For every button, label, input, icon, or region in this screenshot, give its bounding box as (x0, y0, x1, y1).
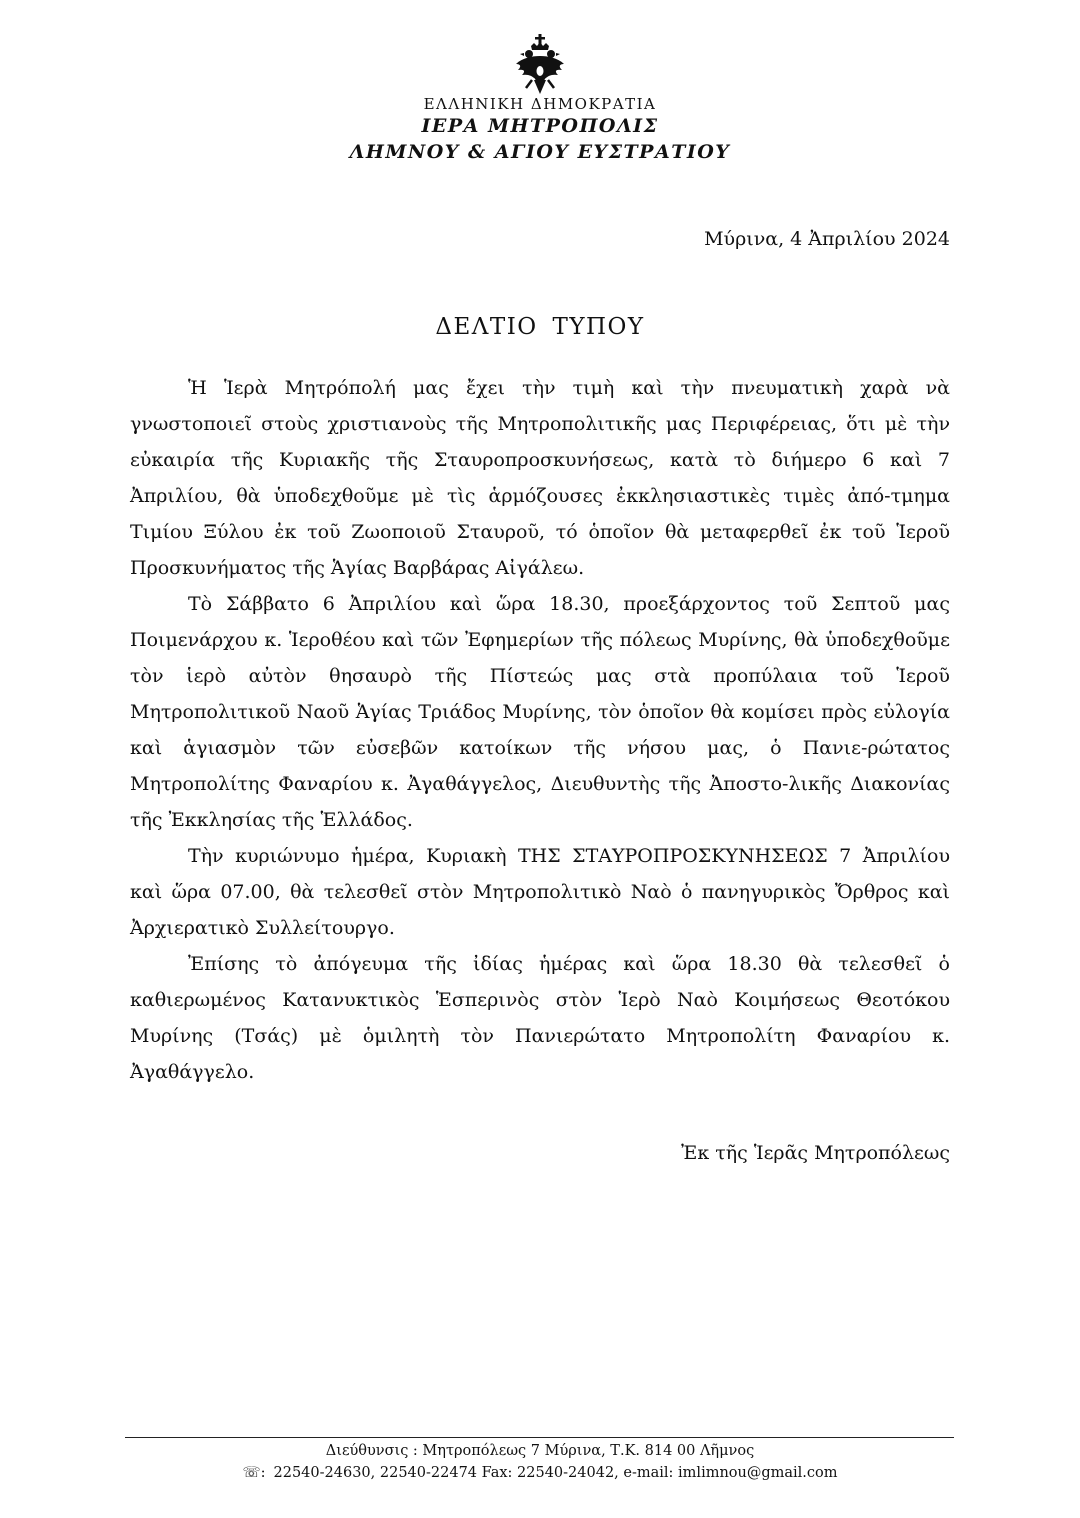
telephone-icon: ☏: (242, 1465, 266, 1481)
document-title: ΔΕΛΤΙΟ ΤΥΠΟΥ (435, 314, 645, 340)
paragraph: Ἐπίσης τὸ ἀπόγευμα τῆς ἰδίας ἡμέρας καὶ ὥρα 18.30 θὰ τελεσθεῖ ὁ καθιερωμένος Κατανυκτικὸς Ἑσπερινὸς στὸν Ἱερὸ Ναὸ Κοιμήσεως Θεοτόκου Μυρίνης (Τσάς) μὲ ὁμιλητὴ τὸν Πανιερώτατο Μητροπολίτη Φαναρίου κ. Ἀγαθάγγελο. (130, 953, 950, 1083)
double-headed-eagle-icon (512, 34, 568, 98)
paragraph: Ἡ Ἱερὰ Μητρόπολή μας ἔχει τὴν τιμὴ καὶ τὴν πνευματικὴ χαρὰ νὰ γνωστοποιεῖ στοὺς χριστιανοὺς τῆς Μητροπολιτικῆς μας Περιφέρειας, ὅτι μὲ τὴν εὐκαιρία τῆς Κυριακῆς τῆς Σταυροπροσκυνήσεως, κατὰ τὸ διήμερο 6 καὶ 7 Ἀπριλίου, θὰ ὑποδεχθοῦμε μὲ τὶς ἁρμόζουσες ἐκκλησιαστικὲς τιμὲς ἀπό-τμημα Τιμίου Ξύλου ἐκ τοῦ Ζωοποιοῦ Σταυροῦ, τό ὁποῖον θὰ μεταφερθεῖ ἐκ τοῦ Ἱεροῦ Προσκυνήματος τῆς Ἁγίας Βαρβάρας Αἰγάλεω. (130, 377, 950, 579)
document-body (130, 370, 950, 1090)
letterhead-republic: ΕΛΛΗΝΙΚΗ ΔΗΜΟΚΡΑΤΙΑ (423, 95, 657, 113)
footer-contacts: 22540-24630, 22540-22474 Fax: 22540-24042, e-mail: imlimnou@gmail.com (273, 1465, 838, 1481)
paragraph: Τὴν κυριώνυμο ἡμέρα, Κυριακὴ ΤΗΣ ΣΤΑΥΡΟΠΡΟΣΚΥΝΗΣΕΩΣ 7 Ἀπριλίου καὶ ὥρα 07.00, θὰ τελεσθεῖ στὸν Μητροπολιτικὸ Ναὸ ὁ πανηγυρικὸς Ὄρθρος καὶ Ἀρχιερατικὸ Συλλείτουργο. (130, 845, 950, 939)
footer-address: Διεύθυνσις : Μητροπόλεως 7 Μύρινα, Τ.Κ. 814 00 Λῆμνος (325, 1443, 755, 1459)
document-date: Μύρινα, 4 Ἀπριλίου 2024 (704, 228, 950, 250)
footer-contacts-line (0, 1465, 1080, 1481)
footer-divider (125, 1437, 954, 1438)
letterhead-diocese: ΛΗΜΝΟΥ & ΑΓΙΟΥ ΕΥΣΤΡΑΤΙΟΥ (349, 141, 731, 163)
paragraph: Τὸ Σάββατο 6 Ἀπριλίου καὶ ὥρα 18.30, προεξάρχοντος τοῦ Σεπτοῦ μας Ποιμενάρχου κ. Ἱεροθέου καὶ τῶν Ἐφημερίων τῆς πόλεως Μυρίνης, θὰ ὑποδεχθοῦμε τὸν ἱερὸ αὐτὸν θησαυρὸ τῆς Πίστεώς μας στὰ προπύλαια τοῦ Ἱεροῦ Μητροπολιτικοῦ Ναοῦ Ἁγίας Τριάδος Μυρίνης, τὸν ὁποῖον θὰ κομίσει πρὸς εὐλογία καὶ ἁγιασμὸν τῶν εὐσεβῶν κατοίκων τῆς νήσου μας, ὁ Πανιε-ρώτατος Μητροπολίτης Φαναρίου κ. Ἀγαθάγγελος, Διευθυντὴς τῆς Ἀποστο-λικῆς Διακονίας τῆς Ἐκκλησίας τῆς Ἑλλάδος. (130, 593, 950, 831)
letterhead-metropolis: ΙΕΡΑ ΜΗΤΡΟΠΟΛΙΣ (421, 115, 659, 137)
signature: Ἐκ τῆς Ἱερᾶς Μητροπόλεως (681, 1142, 950, 1164)
